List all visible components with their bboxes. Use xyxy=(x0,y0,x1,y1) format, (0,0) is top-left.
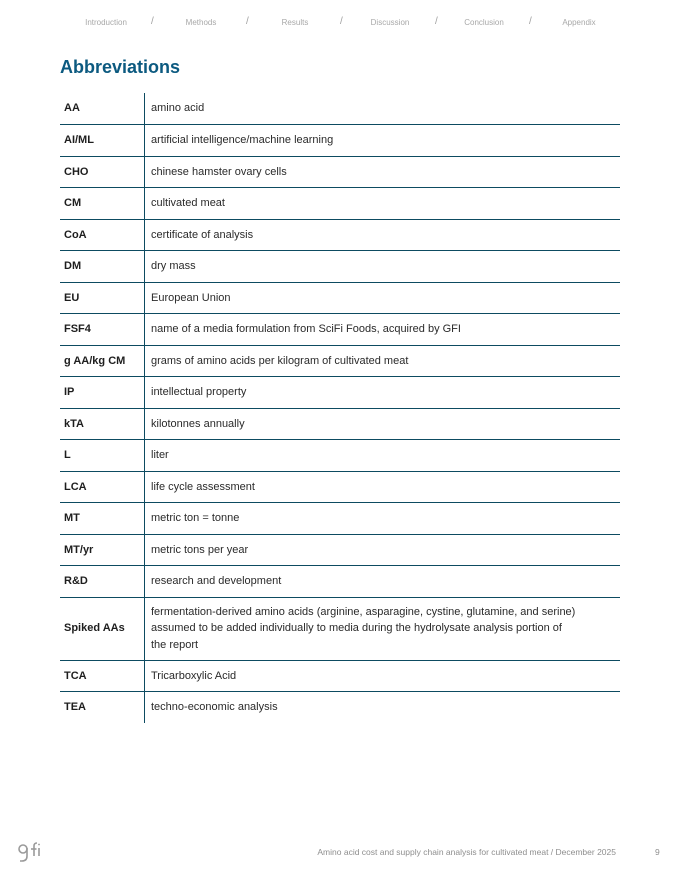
page-title: Abbreviations xyxy=(60,57,181,77)
abbreviation-definition: certificate of analysis xyxy=(145,219,621,251)
table-row xyxy=(60,345,620,377)
abbreviation-term: MT xyxy=(60,503,145,535)
abbreviation-term: EU xyxy=(60,282,145,314)
table-row xyxy=(60,125,620,157)
abbreviation-definition: techno-economic analysis xyxy=(145,692,621,724)
nav-separator: / xyxy=(246,16,249,27)
table-row xyxy=(60,219,620,251)
abbreviation-term: L xyxy=(60,440,145,472)
table-row xyxy=(60,534,620,566)
table-row xyxy=(60,503,620,535)
table-row xyxy=(60,93,620,125)
definition-line: assumed to be added individually to media during the hydrolysate analysis portion of xyxy=(151,622,562,635)
table-row xyxy=(60,377,620,409)
table-row xyxy=(60,440,620,472)
footer-document-title: Amino acid cost and supply chain analysis for cultivated meat / December 2025 xyxy=(317,847,616,857)
abbreviation-term: CM xyxy=(60,188,145,220)
abbreviation-definition: cultivated meat xyxy=(145,188,621,220)
abbreviation-term: DM xyxy=(60,251,145,283)
abbreviation-definition: artificial intelligence/machine learning xyxy=(145,125,621,157)
abbreviation-definition: liter xyxy=(145,440,621,472)
abbreviation-term: FSF4 xyxy=(60,314,145,346)
table-row xyxy=(60,597,620,660)
table-row xyxy=(60,314,620,346)
abbreviation-term: Spiked AAs xyxy=(60,597,145,660)
table-row xyxy=(60,251,620,283)
table-row xyxy=(60,660,620,692)
abbreviation-definition xyxy=(145,597,621,660)
abbreviation-term: CoA xyxy=(60,219,145,251)
table-row xyxy=(60,282,620,314)
abbreviation-definition: research and development xyxy=(145,566,621,598)
abbreviation-definition: life cycle assessment xyxy=(145,471,621,503)
abbreviation-term: LCA xyxy=(60,471,145,503)
abbreviation-term: IP xyxy=(60,377,145,409)
nav-separator: / xyxy=(151,16,154,27)
definition-line: the report xyxy=(151,638,199,651)
abbreviation-term: CHO xyxy=(60,156,145,188)
nav-separator: / xyxy=(529,16,532,27)
abbreviation-definition: metric tons per year xyxy=(145,534,621,566)
abbreviation-definition: European Union xyxy=(145,282,621,314)
table-row xyxy=(60,471,620,503)
abbreviation-term: TEA xyxy=(60,692,145,724)
abbreviation-definition: dry mass xyxy=(145,251,621,283)
nav-results[interactable]: Results xyxy=(281,18,309,27)
nav-methods[interactable]: Methods xyxy=(185,18,217,27)
abbreviation-term: R&D xyxy=(60,566,145,598)
definition-line: fermentation-derived amino acids (arginine, asparagine, cystine, glutamine, and serine) xyxy=(151,605,576,618)
abbreviation-definition: name of a media formulation from SciFi Foods, acquired by GFI xyxy=(145,314,621,346)
nav-appendix[interactable]: Appendix xyxy=(562,18,596,27)
table-row xyxy=(60,156,620,188)
abbreviation-term: g AA/kg CM xyxy=(60,345,145,377)
abbreviation-term: AA xyxy=(60,93,145,125)
abbreviation-definition: Tricarboxylic Acid xyxy=(145,660,621,692)
nav-discussion[interactable]: Discussion xyxy=(370,18,410,27)
abbreviation-term: TCA xyxy=(60,660,145,692)
abbreviations-table xyxy=(60,93,620,723)
abbreviation-definition: metric ton = tonne xyxy=(145,503,621,535)
table-row xyxy=(60,566,620,598)
abbreviation-definition: amino acid xyxy=(151,102,205,115)
nav-conclusion[interactable]: Conclusion xyxy=(464,18,504,27)
page-number: 9 xyxy=(655,847,660,857)
abbreviation-definition: chinese hamster ovary cells xyxy=(145,156,621,188)
nav-separator: / xyxy=(435,16,438,27)
abbreviation-term: kTA xyxy=(60,408,145,440)
table-row xyxy=(60,188,620,220)
table-row xyxy=(60,692,620,724)
abbreviation-term: AI/ML xyxy=(60,125,145,157)
section-nav xyxy=(60,16,620,30)
nav-separator: / xyxy=(340,16,343,27)
abbreviation-definition: grams of amino acids per kilogram of cultivated meat xyxy=(145,345,621,377)
abbreviation-definition: intellectual property xyxy=(145,377,621,409)
nav-introduction[interactable]: Introduction xyxy=(85,18,127,27)
abbreviation-definition: kilotonnes annually xyxy=(145,408,621,440)
table-row xyxy=(60,408,620,440)
gfi-logo-icon xyxy=(18,840,40,866)
abbreviation-term: MT/yr xyxy=(60,534,145,566)
